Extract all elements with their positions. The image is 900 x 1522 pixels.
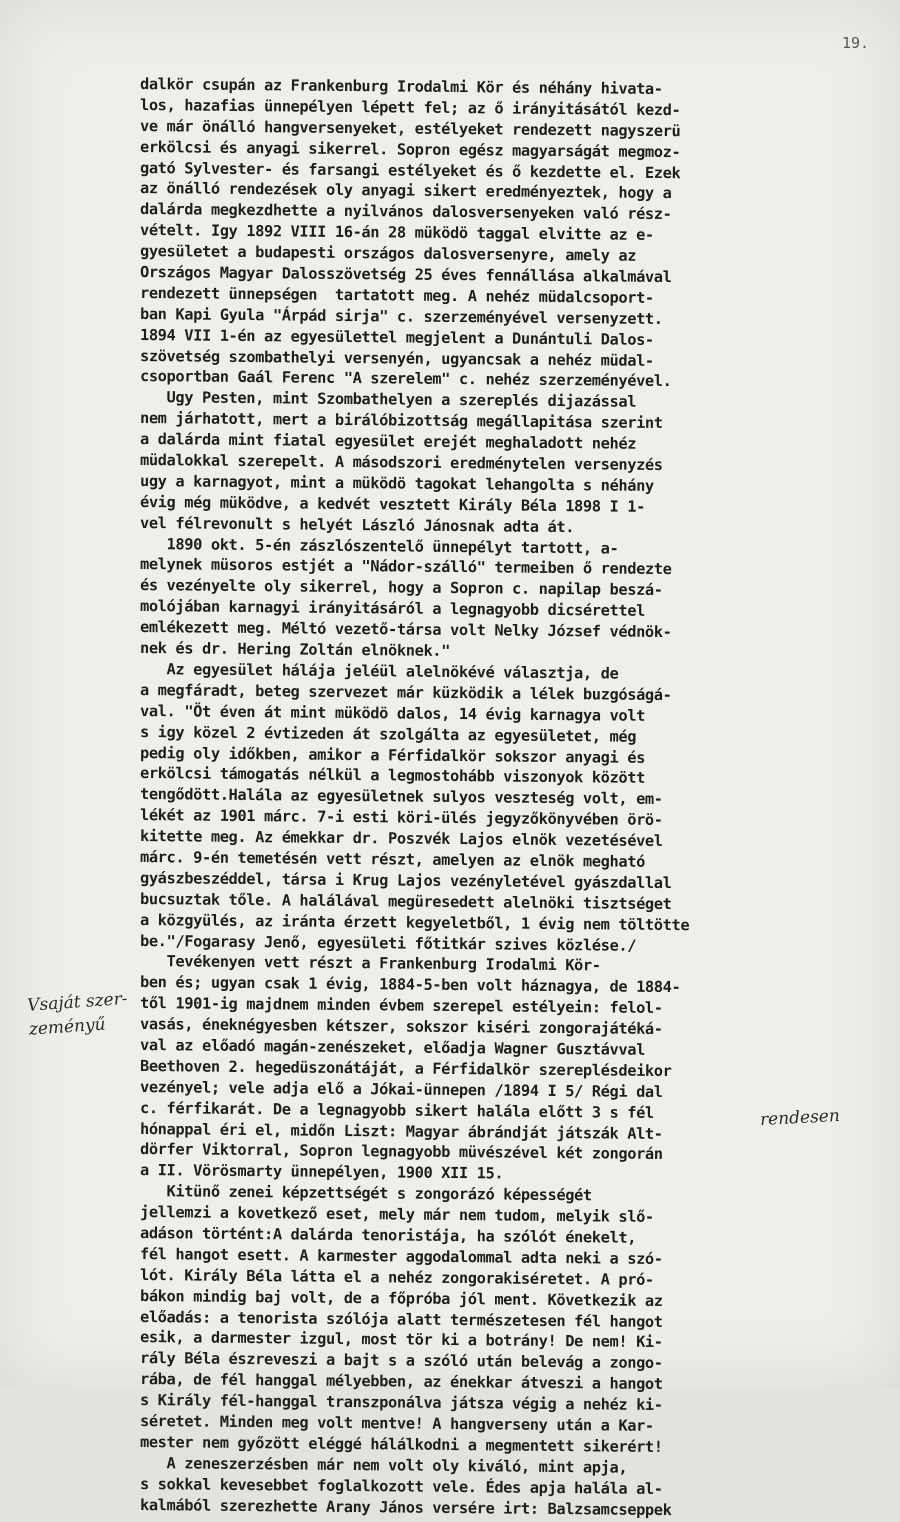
text-line: 1890 okt. 5-én zászlószentelő ünnepélyt tartott, a- [139,534,619,558]
text-line: ve már önálló hangversenyeket, estélyeket rendezett nagyszerü [139,116,681,140]
text-line: Országos Magyar Dalosszövetség 25 éves fennállása alkalmával [139,263,672,287]
text-line: val. "Öt éven át mint müködö dalos, 14 évig karnagya volt [139,701,646,725]
text-line: nem járhatott, mert a birálóbizottság megállapitása szerint [139,409,663,433]
text-line: gyászbeszéddel, társa i Krug Lajos vezényletével gyászdallal [139,868,672,892]
text-line: séretet. Minden meg volt mentve! A hangverseny után a Kar- [139,1412,654,1435]
text-line: től 1901-ig majdnem minden évbem szerepel estélyein: felol- [139,994,663,1018]
text-line: előadás: a tenorista szólója alatt természetesen fél hangot [139,1307,663,1331]
text-line: bucsuztak tőle. A halálával megüresedett alelnöki tisztséget [139,889,672,913]
text-line: kalmából szerezhette Arany János versére irt: Balzsamcseppek [139,1495,672,1519]
text-line: val az előadó magán-zenészeket, előadja Wagner Gusztávval [139,1035,646,1059]
text-line: dalárda megkezdhette a nyilvános dalosversenyeken való rész- [139,200,672,224]
text-line: A zeneszerzésben már nem volt oly kiváló, mint apja, [139,1453,628,1477]
text-line: a közgyülés, az iránta érzett kegyeletből, 1 évig nem töltötte [139,910,690,934]
text-line: ben és; ugyan csak 1 évig, 1884-5-ben volt háznagya, de 1884- [139,973,681,997]
text-line: dalkör csupán az Frankenburg Irodalmi Kör és néhány hivata- [139,75,663,99]
text-line: hónappal éri el, midőn Liszt: Magyar ábrándját játszák Alt- [139,1119,663,1143]
text-line: márc. 9-én temetésén vett részt, amelyen az elnök megható [139,847,646,871]
text-line: fél hangot esett. A karmester aggodalommal adta neki a szó- [139,1244,663,1268]
text-line: müdalokkal szerepelt. A másodszori eredménytelen versenyzés [139,451,663,475]
text-line: a megfáradt, beteg szervezet már küzködik a lélek buzgóságá- [139,680,672,704]
text-line: a dalárda mint fiatal egyesület erejét meghaladott nehéz [139,430,637,453]
text-line: vételt. Igy 1892 VIII 16-án 28 müködö taggal elvitte az e- [139,221,654,245]
text-line: molójában karnagyi irányitásáról a legnagyobb dicsérettel [139,597,646,621]
text-line: az önálló rendezések oly anyagi sikert eredményeztek, hogy a [139,179,672,203]
handwritten-inline-annotation: rendesen [759,1105,841,1131]
text-line: dörfer Viktorral, Sopron legnagyobb müvészével két zongorán [139,1140,663,1164]
text-line: kitette meg. Az émekkar dr. Poszvék Lajos elnök vezetésével [139,827,663,851]
text-line: Beethoven 2. hegedüszonátáját, a Férfidalkör szereplésdeikor [139,1056,672,1080]
margin-note-line: zeményű [28,1014,107,1040]
text-line: vezényel; vele adja elő a Jókai-ünnepen /1894 I 5/ Régi dal [139,1077,663,1101]
text-line: mester nem győzött eléggé hálálkodni a megmentett sikerért! [139,1432,663,1456]
text-line: erkölcsi támogatás nélkül a legmostohább viszonyok között [139,764,646,788]
text-line: c. férfikarát. De a legnagyobb sikert halála előtt 3 s fél [139,1098,654,1122]
text-line: pedig oly időkben, amikor a Férfidalkör sokszor anyagi és [139,743,646,767]
text-line: s sokkal kevesebbet foglalkozott vele. Édes apja halála al- [139,1474,663,1498]
text-line: Az egyesület hálája jeléül alelnökévé választja, de [139,659,619,683]
text-line: csoportban Gaál Ferenc "A szerelem" c. nehéz szerzeményével. [139,367,672,391]
text-line: évig még müködve, a kedvét vesztett Király Béla 1898 I 1- [139,492,646,516]
text-line: ugy a karnagyot, mint a müködö tagokat lehangolta s néhány [139,471,654,495]
text-line: s Király fél-hanggal transzponálva játsza végig a nehéz ki- [139,1391,663,1415]
text-line: Kitünő zenei képzettségét s zongorázó képességét [139,1182,592,1205]
text-line: és vezényelte oly sikerrel, hogy a Sopron c. napilap beszá- [139,576,663,600]
text-line: erkölcsi és anyagi sikerrel. Sopron egész magyarságát megmoz- [139,137,681,161]
text-line: ban Kapi Gyula "Árpád sirja" c. szerzeményével versenyzett. [139,304,663,328]
text-line: Ugy Pesten, mint Szombathelyen a szereplés dijazással [139,388,637,412]
text-line: szövetség szombathelyi versenyén, ugyancsak a nehéz müdal- [139,346,654,370]
text-line: nek és dr. Hering Zoltán elnöknek." [139,639,451,661]
text-line: adáson történt:A dalárda tenoristája, ha szólót énekelt, [139,1223,637,1247]
text-line: s igy közel 2 évtizeden át szolgálta az egyesületet, még [139,722,637,746]
text-line: lékét az 1901 márc. 7-i esti köri-ülés jegyzőkönyvében örö- [139,806,663,830]
text-line: a II. Vörösmarty ünnepélyen, 1900 XII 15. [139,1161,504,1183]
margin-note-line: Vsaját szer- [26,988,129,1016]
text-line: rendezett ünnepségen tartatott meg. A nehéz müdalcsoport- [139,283,654,307]
text-line: rály Béla észreveszi a bajt s a szóló után belevág a zongo- [139,1349,663,1373]
text-line: emlékezett meg. Méltó vezető-társa volt Nelky József védnök- [139,618,672,642]
text-line: melynek müsoros estjét a "Nádor-szálló" termeiben ő rendezte [139,555,672,579]
text-line: vel félrevonult s helyét László Jánosnak adta át. [139,513,575,536]
text-line: gató Sylvester- és farsangi estélyeket és ő kezdette el. Ezek [139,158,681,182]
text-line: be."/Fogarasy Jenő, egyesületi főtitkár szives közlése./ [139,931,637,955]
typed-text-body [139,74,840,1519]
text-line: vasás, éneknégyesben kétszer, sokszor kiséri zongorajátéká- [139,1015,663,1039]
text-line: rába, de fél hanggal mélyebben, az énekkar átveszi a hangot [139,1370,663,1394]
text-line: esik, a darmester izgul, most tör ki a botrány! De nem! Ki- [139,1328,663,1352]
text-line: los, hazafias ünnepélyen lépett fel; az ő irányitásától kezd- [139,95,681,120]
text-line: bákon mindig baj volt, de a főpróba jól ment. Következik az [139,1286,663,1310]
text-line: Tevékenyen vett részt a Frankenburg Irodalmi Kör- [139,952,601,975]
text-line: jellemzi a kovetkező eset, mely már nem tudom, melyik slő- [139,1203,654,1227]
text-line: tengődött.Halála az egyesületnek sulyos veszteség volt, em- [139,785,663,809]
text-line: gyesületet a budapesti országos dalosversenyre, amely az [139,242,637,265]
text-line: lót. Király Béla látta el a nehéz zongorakiséretet. A pró- [139,1265,654,1289]
handwritten-margin-note [26,986,139,1042]
text-line: 1894 VII 1-én az egyesülettel megjelent a Dunántuli Dalos- [139,325,654,349]
page-number: 19. [842,34,870,52]
